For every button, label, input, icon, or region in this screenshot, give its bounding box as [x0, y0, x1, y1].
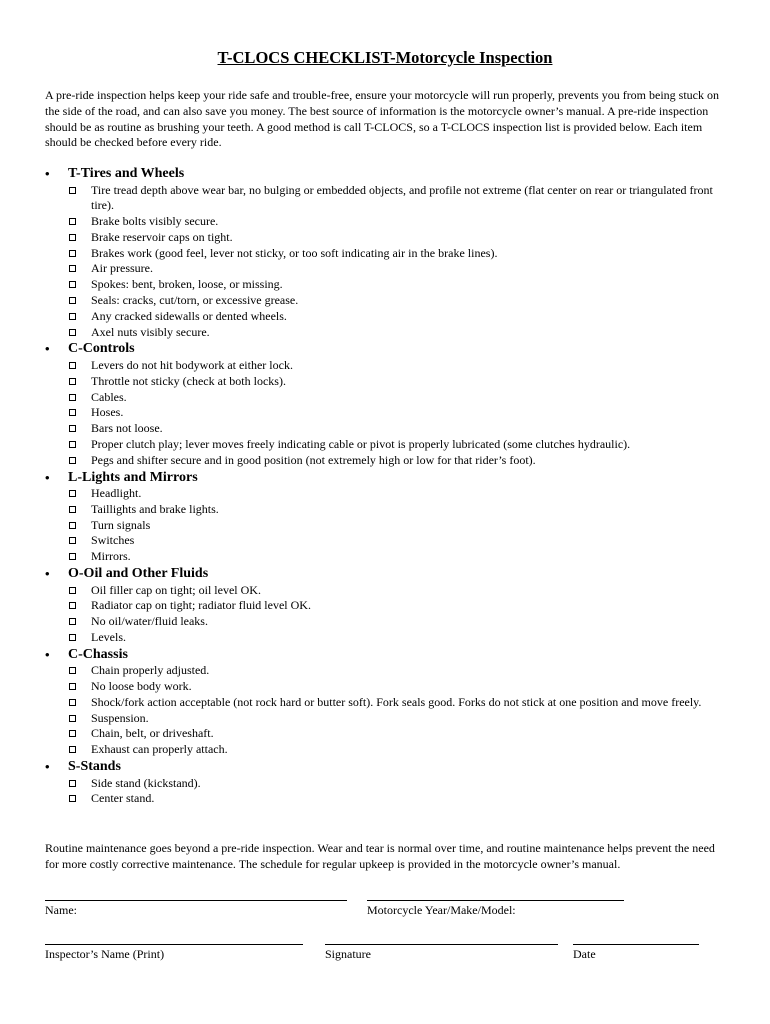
- checklist-item: [45, 549, 735, 565]
- checklist-item: [45, 776, 735, 792]
- bullet-icon: •: [45, 646, 50, 662]
- bullet-icon: •: [45, 469, 50, 485]
- checklist-item: [45, 183, 735, 215]
- checklist-item: [45, 214, 735, 230]
- checklist-item: [45, 502, 735, 518]
- checklist-item-text: Switches: [91, 533, 135, 548]
- checkbox-icon[interactable]: [69, 250, 76, 257]
- checklist-item-text: Levers do not hit bodywork at either lock.: [91, 357, 293, 372]
- checkbox-icon[interactable]: [69, 394, 76, 401]
- checklist-item-text: Seals: cracks, cut/torn, or excessive grease.: [91, 293, 299, 308]
- checkbox-icon[interactable]: [69, 265, 76, 272]
- checkbox-icon[interactable]: [69, 378, 76, 385]
- checklist-item: [45, 293, 735, 309]
- checkbox-icon[interactable]: [69, 441, 76, 448]
- bullet-icon: •: [45, 566, 50, 582]
- inspector-name-label: Inspector’s Name (Print): [45, 947, 165, 961]
- section-heading-text: L-Lights and Mirrors: [68, 469, 198, 485]
- checklist-item: [45, 583, 735, 599]
- checklist-item-text: Axel nuts visibly secure.: [91, 324, 210, 339]
- checklist-item-text: Brake reservoir caps on tight.: [91, 229, 233, 244]
- checklist-sections: [45, 165, 735, 807]
- checklist-item: [45, 421, 735, 437]
- checklist-item-text: Tire tread depth above wear bar, no bulging or embedded objects, and profile not extreme (flat center on rear or triangulated front tire).: [91, 182, 713, 213]
- checkbox-icon[interactable]: [69, 490, 76, 497]
- checklist-item-text: Exhaust can properly attach.: [91, 742, 228, 757]
- checklist-item-text: Shock/fork action acceptable (not rock hard or butter soft). Fork seals good. Forks do not stick at one position and move freely.: [91, 694, 702, 709]
- checklist-item-text: Cables.: [91, 389, 127, 404]
- checkbox-icon[interactable]: [69, 425, 76, 432]
- checklist-item-text: Levels.: [91, 629, 126, 644]
- checkbox-icon[interactable]: [69, 699, 76, 706]
- checklist-item: [45, 791, 735, 807]
- checklist-item-text: Throttle not sticky (check at both locks).: [91, 373, 286, 388]
- checklist-section: [45, 340, 735, 468]
- section-heading: [45, 758, 735, 775]
- checklist-item-text: Pegs and shifter secure and in good position (not extremely high or low for that rider’s foot).: [91, 452, 536, 467]
- checklist-item-text: No oil/water/fluid leaks.: [91, 614, 208, 629]
- checkbox-icon[interactable]: [69, 602, 76, 609]
- checklist-item: [45, 358, 735, 374]
- checklist-section: [45, 165, 735, 340]
- name-label: Name:: [45, 903, 77, 917]
- checkbox-icon[interactable]: [69, 730, 76, 737]
- bullet-icon: •: [45, 759, 50, 774]
- checkbox-icon[interactable]: [69, 522, 76, 529]
- checklist-section: [45, 758, 735, 807]
- section-heading: [45, 646, 735, 663]
- checkbox-icon[interactable]: [69, 234, 76, 241]
- checklist-item: [45, 518, 735, 534]
- checkbox-icon[interactable]: [69, 795, 76, 802]
- checklist-items: [45, 663, 735, 758]
- checkbox-icon[interactable]: [69, 746, 76, 753]
- checklist-item: [45, 405, 735, 421]
- section-heading-text: T-Tires and Wheels: [68, 166, 185, 181]
- checklist-item-text: Chain properly adjusted.: [91, 663, 210, 678]
- date-line[interactable]: [573, 944, 699, 945]
- checkbox-icon[interactable]: [69, 329, 76, 336]
- checkbox-icon[interactable]: [69, 715, 76, 722]
- inspector-name-line[interactable]: [45, 944, 303, 945]
- checklist-item: [45, 246, 735, 262]
- checklist-item: [45, 598, 735, 614]
- checklist-item-text: Spokes: bent, broken, loose, or missing.: [91, 277, 283, 292]
- checklist-item-text: Air pressure.: [91, 261, 153, 276]
- motorcycle-label: Motorcycle Year/Make/Model:: [367, 903, 516, 917]
- checkbox-icon[interactable]: [69, 618, 76, 625]
- checklist-item-text: No loose body work.: [91, 679, 192, 694]
- checkbox-icon[interactable]: [69, 634, 76, 641]
- checklist-item-text: Headlight.: [91, 486, 142, 501]
- checkbox-icon[interactable]: [69, 506, 76, 513]
- checklist-item: [45, 277, 735, 293]
- date-label: Date: [573, 947, 596, 961]
- checklist-item-text: Brake bolts visibly secure.: [91, 214, 219, 229]
- checklist-items: [45, 486, 735, 565]
- intro-paragraph: A pre-ride inspection helps keep your ride safe and trouble-free, ensure your motorcycle will run properly, prevents you from being stuck on the side of the road, and can also save you money. The best source of information is the motorcycle owner’s manual. A pre-ride inspection should be as routine as brushing your teeth. A good method is call T-CLOCS, so a T-CLOCS inspection list is provided below. Each item should be checked before every ride.: [45, 88, 720, 150]
- checkbox-icon[interactable]: [69, 362, 76, 369]
- section-heading: [45, 165, 735, 182]
- checklist-item-text: Any cracked sidewalls or dented wheels.: [91, 308, 287, 323]
- section-heading-text: S-Stands: [68, 759, 121, 774]
- section-heading-text: C-Chassis: [68, 646, 128, 662]
- checklist-item: [45, 453, 735, 469]
- checklist-item: [45, 663, 735, 679]
- checkbox-icon[interactable]: [69, 457, 76, 464]
- checkbox-icon[interactable]: [69, 313, 76, 320]
- checklist-item: [45, 630, 735, 646]
- page-title: T-CLOCS CHECKLIST-Motorcycle Inspection: [217, 48, 553, 67]
- checkbox-icon[interactable]: [69, 780, 76, 787]
- checkbox-icon[interactable]: [69, 537, 76, 544]
- checklist-item-text: Turn signals: [91, 517, 151, 532]
- checkbox-icon[interactable]: [69, 297, 76, 304]
- bullet-icon: •: [45, 341, 50, 357]
- checklist-items: [45, 358, 735, 469]
- bullet-icon: •: [45, 166, 50, 181]
- name-line[interactable]: [45, 900, 347, 901]
- checklist-section: [45, 646, 735, 758]
- checklist-item-text: Proper clutch play; lever moves freely indicating cable or pivot is properly lubricated (some clutches hydraulic).: [91, 436, 631, 451]
- section-heading: [45, 565, 735, 582]
- motorcycle-line[interactable]: [367, 900, 624, 901]
- checklist-item-text: Side stand (kickstand).: [91, 775, 201, 790]
- closing-paragraph: Routine maintenance goes beyond a pre-ride inspection. Wear and tear is normal over time, and routine maintenance helps prevent the need for more costly corrective maintenance. The schedule for regular upkeep is provided in the motorcycle owner’s manual.: [45, 841, 715, 871]
- checkbox-icon[interactable]: [69, 587, 76, 594]
- checklist-item: [45, 533, 735, 549]
- checkbox-icon[interactable]: [69, 187, 76, 194]
- checkbox-icon[interactable]: [69, 218, 76, 225]
- checklist-item: [45, 711, 735, 727]
- checklist-item: [45, 679, 735, 695]
- checklist-item: [45, 261, 735, 277]
- signature-label: Signature: [325, 947, 371, 961]
- checkbox-icon[interactable]: [69, 281, 76, 288]
- section-heading-text: C-Controls: [68, 341, 135, 357]
- checklist-item-text: Radiator cap on tight; radiator fluid level OK.: [91, 598, 311, 613]
- checklist-section: [45, 565, 735, 646]
- section-heading: [45, 340, 735, 357]
- checklist-item: [45, 309, 735, 325]
- checklist-item-text: Taillights and brake lights.: [91, 501, 219, 516]
- checklist-item: [45, 614, 735, 630]
- checklist-item-text: Suspension.: [91, 710, 149, 725]
- checklist-items: [45, 583, 735, 646]
- checklist-item-text: Bars not loose.: [91, 421, 163, 436]
- checklist-item-text: Hoses.: [91, 405, 124, 420]
- checklist-items: [45, 776, 735, 808]
- section-heading: [45, 469, 735, 486]
- checklist-item: [45, 695, 735, 711]
- checklist-item-text: Oil filler cap on tight; oil level OK.: [91, 582, 261, 597]
- checklist-item-text: Brakes work (good feel, lever not sticky, or too soft indicating air in the brake lines).: [91, 245, 498, 260]
- checkbox-icon[interactable]: [69, 683, 76, 690]
- checklist-item: [45, 230, 735, 246]
- checklist-item: [45, 742, 735, 758]
- checkbox-icon[interactable]: [69, 409, 76, 416]
- checklist-item: [45, 374, 735, 390]
- checklist-item: [45, 325, 735, 341]
- checkbox-icon[interactable]: [69, 667, 76, 674]
- checklist-item: [45, 486, 735, 502]
- checklist-item: [45, 390, 735, 406]
- section-heading-text: O-Oil and Other Fluids: [68, 566, 209, 582]
- checklist-item: [45, 726, 735, 742]
- checklist-item-text: Chain, belt, or driveshaft.: [91, 726, 214, 741]
- checklist-item: [45, 437, 735, 453]
- checkbox-icon[interactable]: [69, 553, 76, 560]
- checklist-section: [45, 469, 735, 565]
- checklist-item-text: Mirrors.: [91, 549, 131, 564]
- signature-line[interactable]: [325, 944, 558, 945]
- checklist-items: [45, 183, 735, 341]
- checklist-item-text: Center stand.: [91, 791, 155, 806]
